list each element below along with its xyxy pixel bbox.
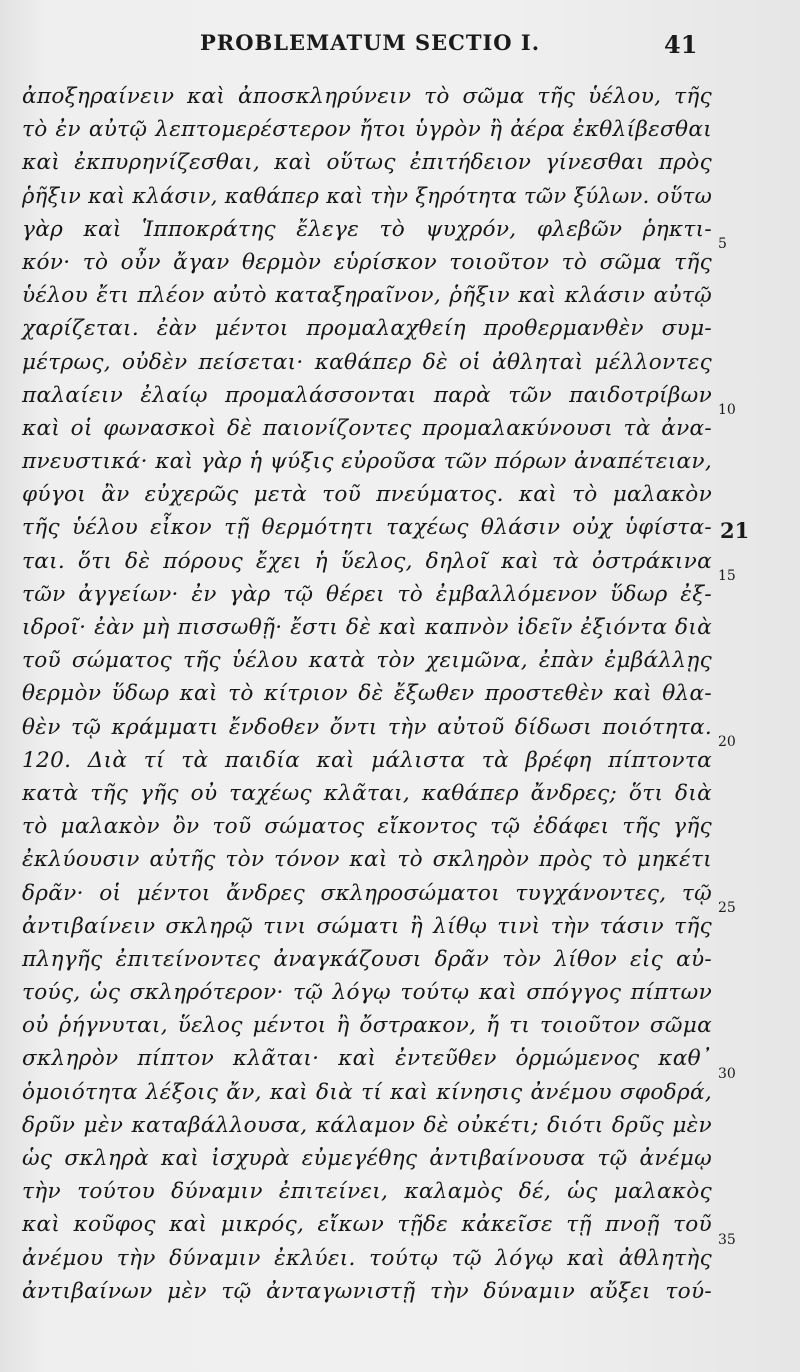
line-number-20: 20 xyxy=(718,734,736,750)
text-line: κατὰ τῆς γῆς οὐ ταχέως κλᾶται, καθάπερ ἄνδρες; ὅτι διὰ xyxy=(22,780,712,806)
text-line: θὲν τῷ κράμματι ἔνδοθεν ὄντι τὴν αὐτοῦ δίδωσι ποιότητα. xyxy=(22,714,712,740)
line-number-5: 5 xyxy=(718,236,727,252)
text-line: χαρίζεται. ἐὰν μέντοι προμαλαχθείη προθερμανθὲν συμ- xyxy=(22,316,712,342)
text-line: πνευστικά· καὶ γὰρ ἡ ψύξις εὐροῦσα τῶν πόρων ἀναπέτειαν, xyxy=(22,449,712,475)
text-line: σκληρὸν πίπτον κλᾶται· καὶ ἐντεῦθεν ὁρμώμενος καθ᾽ xyxy=(22,1046,712,1072)
text-line: ὑέλου ἔτι πλέον αὐτὸ καταξηραῖνον, ῥῆξιν καὶ κλάσιν αὐτῷ xyxy=(22,283,712,309)
text-line: δρᾶν· οἱ μέντοι ἄνδρες σκληροσώματοι τυγχάνοντες, τῷ xyxy=(22,880,712,906)
text-line: ἀντιβαίνειν σκληρῷ τινι σώματι ἢ λίθῳ τινὶ τὴν τάσιν τῆς xyxy=(22,913,712,939)
text-line: τὸ ἐν αὐτῷ λεπτομερέστερον ἤτοι ὑγρὸν ἢ ἀέρα ἐκθλίβεσθαι xyxy=(22,117,712,143)
text-line: φύγοι ἂν εὐχερῶς μετὰ τοῦ πνεύματος. καὶ τὸ μαλακὸν xyxy=(22,482,712,508)
line-number-10: 10 xyxy=(718,402,736,418)
text-line: γὰρ καὶ Ἱπποκράτης ἔλεγε τὸ ψυχρόν, φλεβῶν ῥηκτι- xyxy=(22,216,712,242)
text-line: τῆς ὑέλου εἶκον τῇ θερμότητι ταχέως θλάσιν οὐχ ὑφίστα- xyxy=(22,515,712,541)
text-line: ῥῆξιν καὶ κλάσιν, καθάπερ καὶ τὴν ξηρότητα τῶν ξύλων. οὕτω xyxy=(22,183,713,209)
running-head: PROBLEMATUM SECTIO I. xyxy=(200,30,541,55)
text-line: τούς, ὡς σκληρότερον· τῷ λόγῳ τούτῳ καὶ σπόγγος πίπτων xyxy=(22,980,712,1006)
text-line: μέτρως, οὐδὲν πείσεται· καθάπερ δὲ οἱ ἀθληταὶ μέλλοντες xyxy=(22,349,712,375)
text-line: ὡς σκληρὰ καὶ ἰσχυρὰ εὐμεγέθης ἀντιβαίνουσα τῷ ἀνέμῳ xyxy=(22,1146,712,1171)
text-line: καὶ κοῦφος καὶ μικρός, εἴκων τῇδε κἀκεῖσε τῇ πνοῇ τοῦ xyxy=(22,1212,712,1238)
text-line: ἀποξηραίνειν καὶ ἀποσκληρύνειν τὸ σῶμα τῆς ὑέλου, τῆς xyxy=(22,84,712,109)
text-line: ὁμοιότητα λέξοις ἄν, καὶ διὰ τί καὶ κίνησις ἀνέμου σφοδρά, xyxy=(22,1079,712,1105)
text-line: καὶ οἱ φωνασκοὶ δὲ παιονίζοντες προμαλακύνουσι τὰ ἀνα- xyxy=(22,415,712,441)
line-number-35: 35 xyxy=(718,1232,736,1248)
line-number-15: 15 xyxy=(718,568,736,584)
text-line: ἀνέμου τὴν δύναμιν ἐκλύει. τούτῳ τῷ λόγῳ καὶ ἀθλητὴς xyxy=(22,1245,712,1271)
text-line: τὴν τούτου δύναμιν ἐπιτείνει, καλαμὸς δέ, ὡς μαλακὸς xyxy=(22,1179,712,1205)
line-number-25: 25 xyxy=(718,900,736,916)
line-number-30: 30 xyxy=(718,1066,736,1082)
text-line: ιδροῖ· ἐὰν μὴ πισσωθῇ· ἔστι δὲ καὶ καπνὸν ἰδεῖν ἐξιόντα διὰ xyxy=(22,615,712,640)
page-number: 41 xyxy=(664,30,698,59)
text-line: παλαίειν ἐλαίῳ προμαλάσσονται παρὰ τῶν παιδοτρίβων xyxy=(22,382,712,408)
text-line: τὸ μαλακὸν ὂν τοῦ σώματος εἴκοντος τῷ ἐδάφει τῆς γῆς xyxy=(22,814,712,840)
text-line: θερμὸν ὕδωρ καὶ τὸ κίτριον δὲ ἔξωθεν προστεθὲν καὶ θλα- xyxy=(22,681,712,707)
text-line: τοῦ σώματος τῆς ὑέλου κατὰ τὸν χειμῶνα, ἐπὰν ἐμβάλλῃς xyxy=(22,648,712,674)
text-line: πληγῆς ἐπιτείνοντες ἀναγκάζουσι δρᾶν τὸν λίθον εἰς αὐ- xyxy=(22,946,712,972)
body-text xyxy=(22,80,712,1308)
text-line: κόν· τὸ οὖν ἄγαν θερμὸν εὑρίσκον τοιοῦτον τὸ σῶμα τῆς xyxy=(22,249,712,275)
text-line: ται. ὅτι δὲ πόρους ἔχει ἡ ὕελος, δηλοῖ καὶ τὰ ὀστράκινα xyxy=(22,548,712,574)
text-line: καὶ ἐκπυρηνίζεσθαι, καὶ οὕτως ἐπιτήδειον γίνεσθαι πρὸς xyxy=(22,150,712,176)
text-line: οὐ ῥήγνυται, ὕελος μέντοι ἢ ὄστρακον, ἤ τι τοιοῦτον σῶμα xyxy=(22,1013,712,1039)
page-header xyxy=(0,30,800,66)
text-line: δρῦν μὲν καταβάλλουσα, κάλαμον δὲ οὐκέτι; διότι δρῦς μὲν xyxy=(22,1112,712,1138)
text-line: ἐκλύουσιν αὐτῆς τὸν τόνον καὶ τὸ σκληρὸν πρὸς τὸ μηκέτι xyxy=(22,847,712,873)
section-120-start: 120. Διὰ τί τὰ παιδία καὶ μάλιστα τὰ βρέφη πίπτοντα xyxy=(22,747,712,773)
text-line: τῶν ἀγγείων· ἐν γὰρ τῷ θέρει τὸ ἐμβαλλόμενον ὕδωρ ἐξ- xyxy=(22,581,712,607)
text-line: ἀντιβαίνων μὲν τῷ ἀνταγωνιστῇ τὴν δύναμιν αὔξει τού- xyxy=(22,1278,712,1304)
margin-reference-number: 21 xyxy=(720,518,750,543)
